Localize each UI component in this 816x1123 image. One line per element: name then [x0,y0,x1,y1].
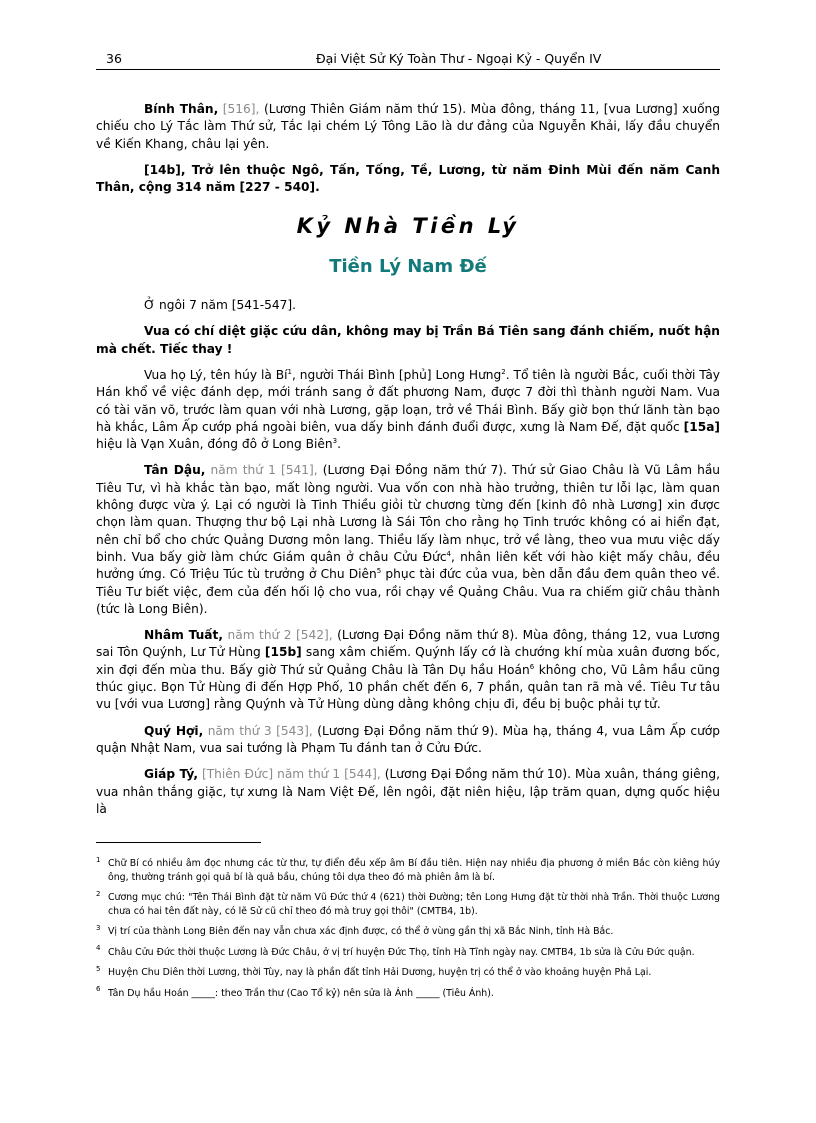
year-ref: năm thứ 2 [542], [227,628,333,643]
footnote: 2 Cương mục chú: "Tên Thái Bình đặt từ năm Vũ Đức thứ 4 (621) thời Đường; tên Long Hưng đặt từ thời nhà Trần. Thời thuộc Lương chưa có hai tên đất này, có lẽ Sử cũ chỉ theo đó mà truy gọi thôi" (CMTB4, 1b). [96,889,720,917]
text-run: , người Thái Bình [phủ] Long Hưng [292,367,502,382]
text-run: không cho, Vũ Lâm hầu cũng thúc giục. Bọn Tử Hùng đi đến Hợp Phố, 10 phần chết đến 6, 7 phần, quân tan rã mà về. Tiêu Tư tâu vu [với vua Lương] rằng Quýnh và Tử Hùng dùng dằng không chịu đi, đều bị buộc phải tự tử. [96,662,720,712]
page-number: 36 [106,51,122,66]
text-run: phục tài đức của vua, bèn dẫn đầu đem quân theo về. Tiêu Tư biết việc, đem của đến hối lộ cho vua, rồi chạy về Quảng Châu. Vua ra chiếm giữ châu thành (tức là Long Biên). [96,567,720,616]
footnotes [96,857,720,1007]
year-ref: [Thiên Đức] năm thứ 1 [544], [201,767,381,782]
page-header [96,51,720,70]
footnote-ref[interactable]: 6 [529,662,535,671]
paragraph-intro [96,367,720,453]
text-run: Vua họ Lý, tên húy là Bí [144,367,288,382]
text-run: . Tổ tiên là người Bắc, cuối thời Tây Hán khổ về việc đánh dẹp, mới tránh sang ở đất phương Nam, được 7 đời thì thành người Nam. Vua có tài văn võ, trước làm quan với nhà Lương, gặp loạn, trở về Thái Bình. Bấy giờ bọn thứ lãnh tàn bạo hà khắc, Lâm Ấp cướp phá ngoài biên, vua dấy binh đánh đuổi được, xưng là Nam Đế, đặt quốc [96,367,720,434]
text-run: (Lương Đại Đồng năm thứ 7). Thứ sử Giao Châu là Vũ Lâm hầu Tiêu Tư, vì hà khắc tàn bạo, mất lòng người. Vua vốn con nhà hào trưởng, thiên tư lỗi lạc, làm quan không được vừa ý. Lại có người là Tinh Thiều giỏi từ chương từng đến [kinh đô nhà Lương] xin được chọn làm quan. Thượng thư bộ Lại nhà Lương là Sái Tôn cho rằng họ Tinh trước không có ai hiển đạt, nên chỉ bổ cho chức Quảng Dương môn lang. Thiều lấy làm nhục, trở về làng, theo vua mưu việc dấy binh. Vua bấy giờ làm chức Giám quân ở châu Cửu Đức [96,463,721,564]
year-ref: năm thứ 3 [543], [207,723,313,738]
footnote-text: Tân Dụ hầu Hoán _____: theo Trần thư (Cao Tổ kỷ) nên sửa là Ánh _____ (Tiêu Ánh). [108,987,494,999]
text-run: . [337,437,341,452]
paragraph-tan-dau [96,462,720,618]
footnote-text: Chữ Bí có nhiều âm đọc nhưng các từ thư, tự điển đều xếp âm Bí đầu tiên. Hiện nay nhiều địa phương ở miền Bắc còn kiêng húy ông, thường tránh gọi quả bí là quả bầu, chúng tôi dựa theo đó mà phiên âm là bí. [108,858,720,883]
main-text [96,101,720,827]
paragraph-text: (Lương Đại Đồng năm thứ 10). Mùa xuân, tháng giêng, vua nhân thắng giặc, tự xưng là Nam Việt Đế, lên ngôi, đặt niên hiệu, lập trăm quan, dựng quốc hiệu là [96,767,721,816]
reign-summary: Vua có chí diệt giặc cứu dân, không may bị Trần Bá Tiên sang đánh chiếm, nuốt hận mà chết. Tiếc thay ! [96,324,720,356]
footnote: 3 Vị trí của thành Long Biên đến nay vẫn chưa xác định được, có thể ở vùng gần thị xã Bắc Ninh, tỉnh Hà Bắc. [96,923,614,937]
paragraph-quy-hoi [96,723,720,758]
footnote-ref[interactable]: 2 [501,367,506,376]
year-lead: Quý Hợi, [144,723,204,738]
footnote: 6 Tân Dụ hầu Hoán _____: theo Trần thư (Cao Tổ kỷ) nên sửa là Ánh _____ (Tiêu Ánh). [96,985,494,999]
footnote-text: Vị trí của thành Long Biên đến nay vẫn chưa xác định được, có thể ở vùng gần thị xã Bắc Ninh, tỉnh Hà Bắc. [108,926,614,937]
paragraph-giap-ty [96,766,720,818]
year-lead: Giáp Tý, [144,767,198,782]
subsection-title: Tiền Lý Nam Đế [329,255,487,277]
text-run: hiệu là Vạn Xuân, đóng đô ở Long Biên [96,437,333,452]
footnote: 5 Huyện Chu Diên thời Lương, thời Tùy, nay là phần đất tỉnh Hải Dương, huyện trị có thể ở vào khoảng huyện Phả Lại. [96,964,652,978]
footnote-ref[interactable]: 4 [446,549,452,558]
text-run: , nhân liên kết với hào kiệt mấy châu, đều hưởng ứng. Có Triệu Túc tù trưởng ở Chu Diên [96,549,721,582]
period-summary: [14b], Trở lên thuộc Ngô, Tấn, Tống, Tề, Lương, từ năm Đinh Mùi đến năm Canh Thân, cộng 314 năm [227 - 540]. [96,162,720,195]
footnote-separator [96,842,261,843]
footnote-text: Cương mục chú: "Tên Thái Bình đặt từ năm Vũ Đức thứ 4 (621) thời Đường; tên Long Hưng đặt từ thời nhà Trần. Thời thuộc Lương chưa có hai tên đất này, có lẽ Sử cũ chỉ theo đó mà truy gọi thôi" (CMTB4, 1b). [108,892,720,917]
footnote-text: Châu Cửu Đức thời thuộc Lương là Đức Châu, ở vị trí huyện Đức Thọ, tỉnh Hà Tĩnh ngày nay. CMTB4, 1b sửa là Cửu Đức quận. [108,946,695,958]
text-run: (Lương Đại Đồng năm thứ 8). Mùa đông, tháng 12, vua Lương sai Tôn Quýnh, Lư Tử Hùng [96,628,720,660]
running-title: Đại Việt Sử Ký Toàn Thư - Ngoại Kỷ - Quyển IV [316,51,602,66]
paragraph-binh-than [96,101,720,153]
footnote: 1 Chữ Bí có nhiều âm đọc nhưng các từ thư, tự điển đều xếp âm Bí đầu tiên. Hiện nay nhiều địa phương ở miền Bắc còn kiêng húy ông, thường tránh gọi quả bí là quả bầu, chúng tôi dựa theo đó mà phiên âm là bí. [96,855,720,883]
reign-length: Ở ngôi 7 năm [541-547]. [144,298,297,313]
year-lead: Nhâm Tuất, [144,628,223,643]
folio-marker: [15b] [264,645,302,660]
section-title: Kỷ Nhà Tiền Lý [296,214,520,239]
year-ref: [516], [222,102,260,116]
footnote-ref[interactable]: 1 [287,367,292,376]
footnote: 4 Châu Cửu Đức thời thuộc Lương là Đức Châu, ở vị trí huyện Đức Thọ, tỉnh Hà Tĩnh ngày nay. CMTB4, 1b sửa là Cửu Đức quận. [96,944,695,958]
footnote-ref[interactable]: 5 [376,567,382,576]
text-run: sang xâm chiếm. Quýnh lấy cớ là chướng khí mùa xuân đương bốc, xin đợi đến mùa thu. Bấy giờ Thứ sử Quảng Châu là Tân Dụ hầu Hoán [96,645,720,677]
year-lead: Tân Dậu, [144,463,206,478]
year-lead: Bính Thân, [144,102,219,116]
folio-marker: [15a] [683,419,720,434]
year-ref: năm thứ 1 [541], [210,463,318,478]
paragraph-nham-tuat [96,627,720,713]
footnote-text: Huyện Chu Diên thời Lương, thời Tùy, nay là phần đất tỉnh Hải Dương, huyện trị có thể ở vào khoảng huyện Phả Lại. [108,967,652,978]
paragraph-text: (Lương Đại Đồng năm thứ 9). Mùa hạ, tháng 4, vua Lâm Ấp cướp quận Nhật Nam, vua sai tướng là Phạm Tu đánh tan ở Cửu Đức. [96,723,720,755]
paragraph-text: (Lương Thiên Giám năm thứ 15). Mùa đông, tháng 11, [vua Lương] xuống chiếu cho Lý Tắc làm Thứ sử, Tắc lại chém Lý Tông Lão là dư đảng của Nguyễn Khải, lấy đầu chuyển về Kiến Khang, châu lại yên. [96,102,721,151]
footnote-ref[interactable]: 3 [332,437,338,446]
